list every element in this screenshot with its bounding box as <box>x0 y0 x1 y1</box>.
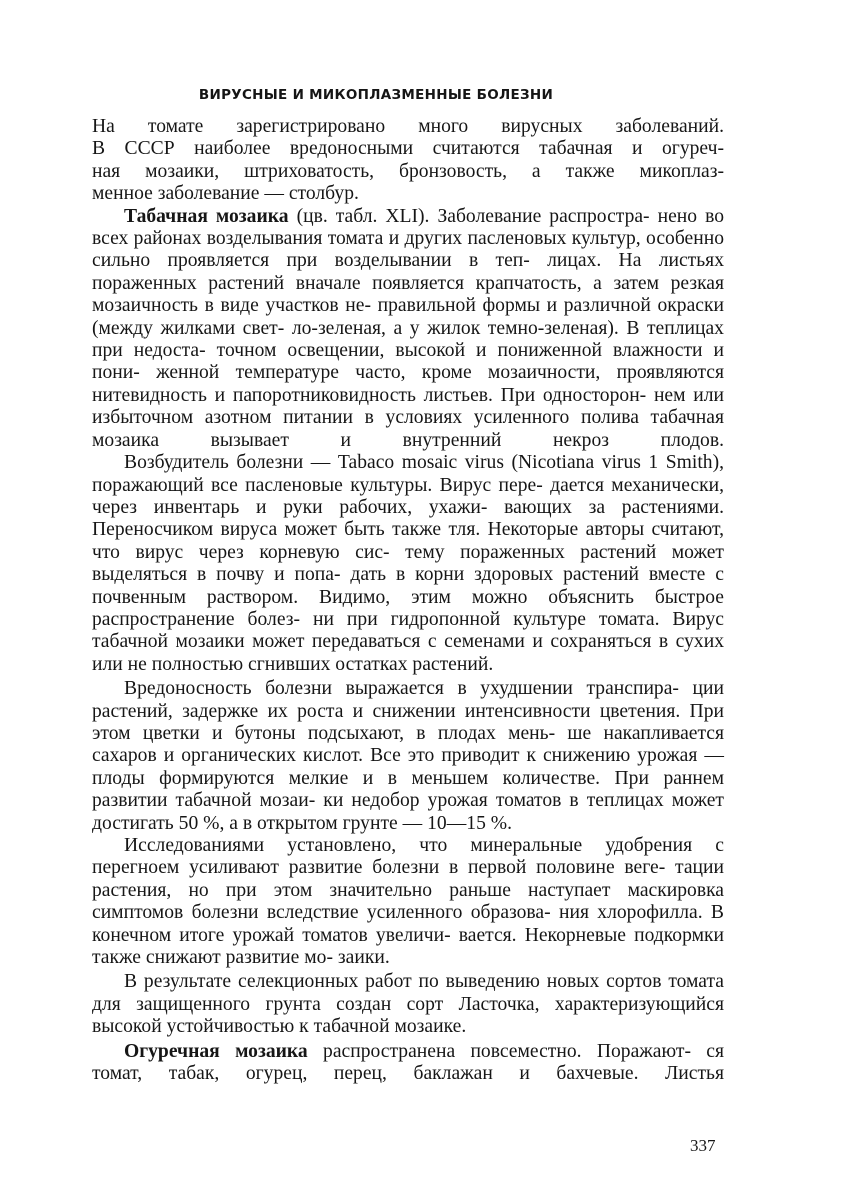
term-cucumber-mosaic: Огуречная мозаика <box>124 1040 308 1062</box>
paragraph-breeding: В результате селекционных работ по выведению новых сортов томата для защищенного грунта создан сорт Ласточка, характеризующийся высокой устойчивостью к табачной мозаике. <box>92 971 724 1038</box>
paragraph-tobacco-mosaic: Табачная мозаика (цв. табл. XLI). Заболевание распростра- нено во всех районах возделывания томата и других пасленовых культур, особенно сильно проявляется при возделывании в теп- лицах. На листьях пораженных растений вначале появляется крапчатость, а затем резкая мозаичность в виде участков не- правильной формы и различной окраски (между жилками свет- ло-зеленая, а у жилок темно-зеленая). В теплицах при недоста- точном освещении, высокой и пониженной влажности и пони- женной температуре часто, кроме мозаичности, проявляются нитевидность и папоротниковидность листьев. При односторон- нем или избыточном азотном питании в условиях усиленного полива табачная мозаика вызывает и внутренний некроз плодов. <box>92 205 725 451</box>
paragraph-pathogen: Возбудитель болезни — Tabaco mosaic virus (Nicotiana virus 1 Smith), поражающий все пасленовые культуры. Вирус пере- дается механически, через инвентарь и руки рабочих, ухажи- вающих за растениями. Переносчиком вируса может быть также тля. Некоторые авторы считают, что вирус через корневую сис- тему пораженных растений может выделяться в почву и попа- дать в корни здоровых растений вместе с почвенным раствором. Видимо, этим можно объяснить быстрое распространение болез- ни при гидропонной культуре томата. Вирус табачной мозаики может передаваться с семенами и сохраняться в сухих или не полностью сгнивших остатках растений. <box>92 452 724 675</box>
paragraph-harm: Вредоносность болезни выражается в ухудшении транспира- ции растений, задержке их роста и снижении интенсивности цветения. При этом цветки и бутоны подсыхают, в плодах мень- ше накапливается сахаров и органических кислот. Все это приводит к снижению урожая — плоды формируются мелкие и в меньшем количестве. При раннем развитии табачной мозаи- ки недобор урожая томатов в теплицах может достигать 50 %, а в открытом грунте — 10—15 %. <box>92 678 725 834</box>
page-number: 337 <box>690 1136 716 1155</box>
term-tobacco-mosaic: Табачная мозаика <box>124 205 289 227</box>
running-header: ВИРУСНЫЕ И МИКОПЛАЗМЕННЫЕ БОЛЕЗНИ <box>198 87 554 103</box>
paragraph-research: Исследованиями установлено, что минеральные удобрения с перегноем усиливают развитие болезни в первой половине веге- тации растения, но при этом значительно раньше наступает маскировка симптомов болезни вследствие усиленного образова- ния хлорофилла. В конечном итоге урожай томатов увеличи- вается. Некорневые подкормки также снижают развитие мо- заики. <box>92 835 724 969</box>
body-text <box>92 116 724 1085</box>
paragraph-intro-end: менное заболевание — столбур. <box>92 183 359 205</box>
paragraph-cucumber-mosaic: Огуречная мозаика распространена повсеместно. Поражают- ся томат, табак, огурец, перец, баклажан и бахчевые. Листья <box>92 1040 724 1085</box>
paragraph-intro: На томате зарегистрировано много вирусных заболеваний. В СССР наиболее вредоносными считаются табачная и огуреч- ная мозаики, штриховатость, бронзовость, а также микоплаз- <box>92 116 724 182</box>
